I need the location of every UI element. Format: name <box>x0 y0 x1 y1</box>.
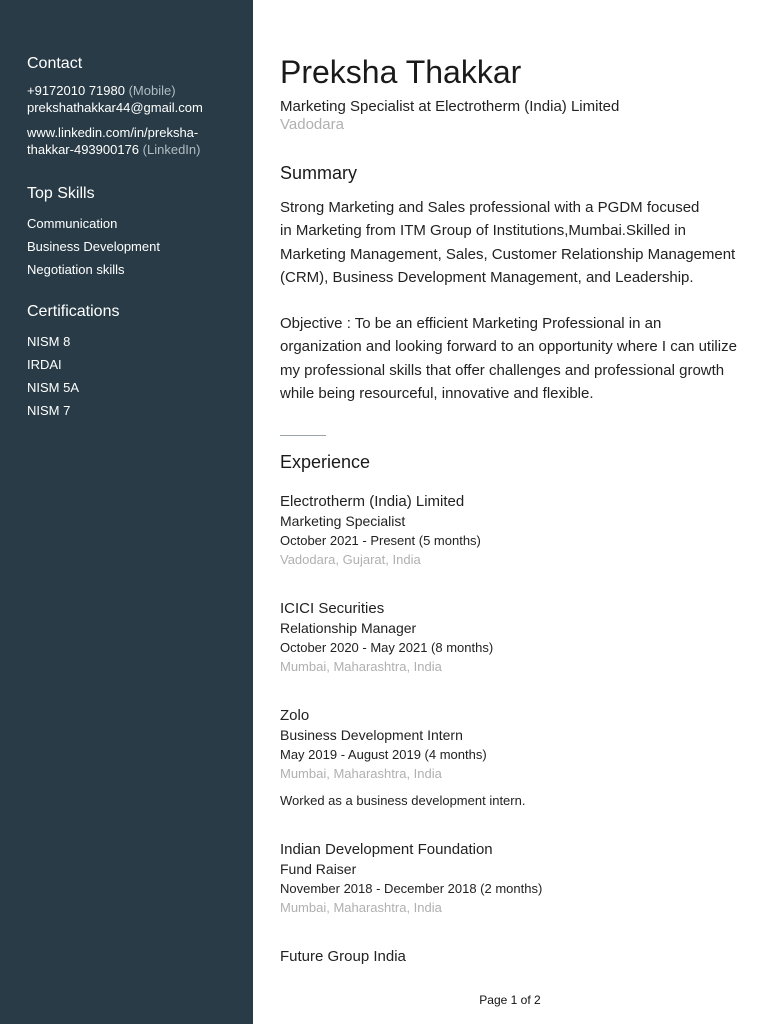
skill-item: Communication <box>27 216 118 231</box>
linkedin-url-part1[interactable]: www.linkedin.com/in/preksha- <box>27 125 199 140</box>
certification-item: NISM 7 <box>27 403 71 418</box>
skill-item: Business Development <box>27 239 160 254</box>
objective-line: while being resourceful, innovative and flexible. <box>280 385 594 403</box>
summary-line: (CRM), Business Development Management, and Leadership. <box>280 268 694 286</box>
certifications-heading: Certifications <box>27 303 120 320</box>
job-dates: May 2019 - August 2019 (4 months) <box>280 747 487 763</box>
experience-heading: Experience <box>280 452 371 473</box>
objective-paragraph <box>280 312 750 405</box>
objective-line: organization and looking forward to an opportunity where I can utilize <box>280 338 737 356</box>
job-company: Indian Development Foundation <box>280 841 493 859</box>
certification-item: NISM 5A <box>27 380 80 395</box>
experience-item <box>280 599 750 676</box>
job-company: Future Group India <box>280 948 406 966</box>
job-title: Marketing Specialist <box>280 513 406 530</box>
profile-location: Vadodara <box>280 116 344 133</box>
sidebar <box>0 0 253 1024</box>
summary-line: in Marketing from ITM Group of Institutions,Mumbai.Skilled in <box>280 222 686 240</box>
job-dates: October 2020 - May 2021 (8 months) <box>280 640 494 656</box>
phone-label: (Mobile) <box>128 83 176 98</box>
profile-name: Preksha Thakkar <box>280 54 522 90</box>
experience-item <box>280 706 750 810</box>
job-dates: November 2018 - December 2018 (2 months) <box>280 881 543 897</box>
summary-line: Strong Marketing and Sales professional with a PGDM focused <box>280 199 700 216</box>
linkedin-label: (LinkedIn) <box>142 142 201 157</box>
summary-paragraph <box>280 196 750 289</box>
skills-section <box>27 185 253 281</box>
linkedin-link[interactable] <box>27 124 253 158</box>
summary-line: Marketing Management, Sales, Customer Relationship Management <box>280 245 736 263</box>
experience-item <box>280 492 750 569</box>
email-link[interactable]: prekshathakkar44@gmail.com <box>27 100 203 115</box>
experience-item <box>280 840 750 917</box>
contact-section <box>27 55 253 158</box>
job-title: Business Development Intern <box>280 727 463 744</box>
job-location: Mumbai, Maharashtra, India <box>280 900 442 916</box>
job-company: Electrotherm (India) Limited <box>280 493 465 511</box>
objective-line: my professional skills that offer challenges and professional growth <box>280 361 725 379</box>
objective-line: Objective : To be an efficient Marketing Professional in an <box>280 315 662 333</box>
certification-item: NISM 8 <box>27 334 71 349</box>
linkedin-url-part2[interactable]: thakkar-493900176 <box>27 142 140 157</box>
phone-number[interactable]: +9172010 71980 <box>27 83 125 98</box>
profile-headline: Marketing Specialist at Electrotherm (India) Limited <box>280 98 620 115</box>
experience-item <box>280 947 750 966</box>
skills-heading: Top Skills <box>27 185 95 202</box>
job-description: Worked as a business development intern. <box>280 793 526 809</box>
skill-item: Negotiation skills <box>27 262 125 277</box>
summary-heading: Summary <box>280 163 358 183</box>
page-number: Page 1 of 2 <box>479 993 541 1007</box>
job-location: Mumbai, Maharashtra, India <box>280 659 442 675</box>
job-dates: October 2021 - Present (5 months) <box>280 533 481 549</box>
job-company: ICICI Securities <box>280 600 385 618</box>
contact-heading: Contact <box>27 55 83 72</box>
main-content <box>280 54 750 996</box>
certifications-section <box>27 303 253 422</box>
job-location: Vadodara, Gujarat, India <box>280 552 421 568</box>
job-title: Relationship Manager <box>280 620 417 637</box>
job-title: Fund Raiser <box>280 861 357 878</box>
job-location: Mumbai, Maharashtra, India <box>280 766 442 782</box>
phone-line <box>27 82 253 99</box>
certification-item: IRDAI <box>27 357 62 372</box>
job-company: Zolo <box>280 707 310 725</box>
